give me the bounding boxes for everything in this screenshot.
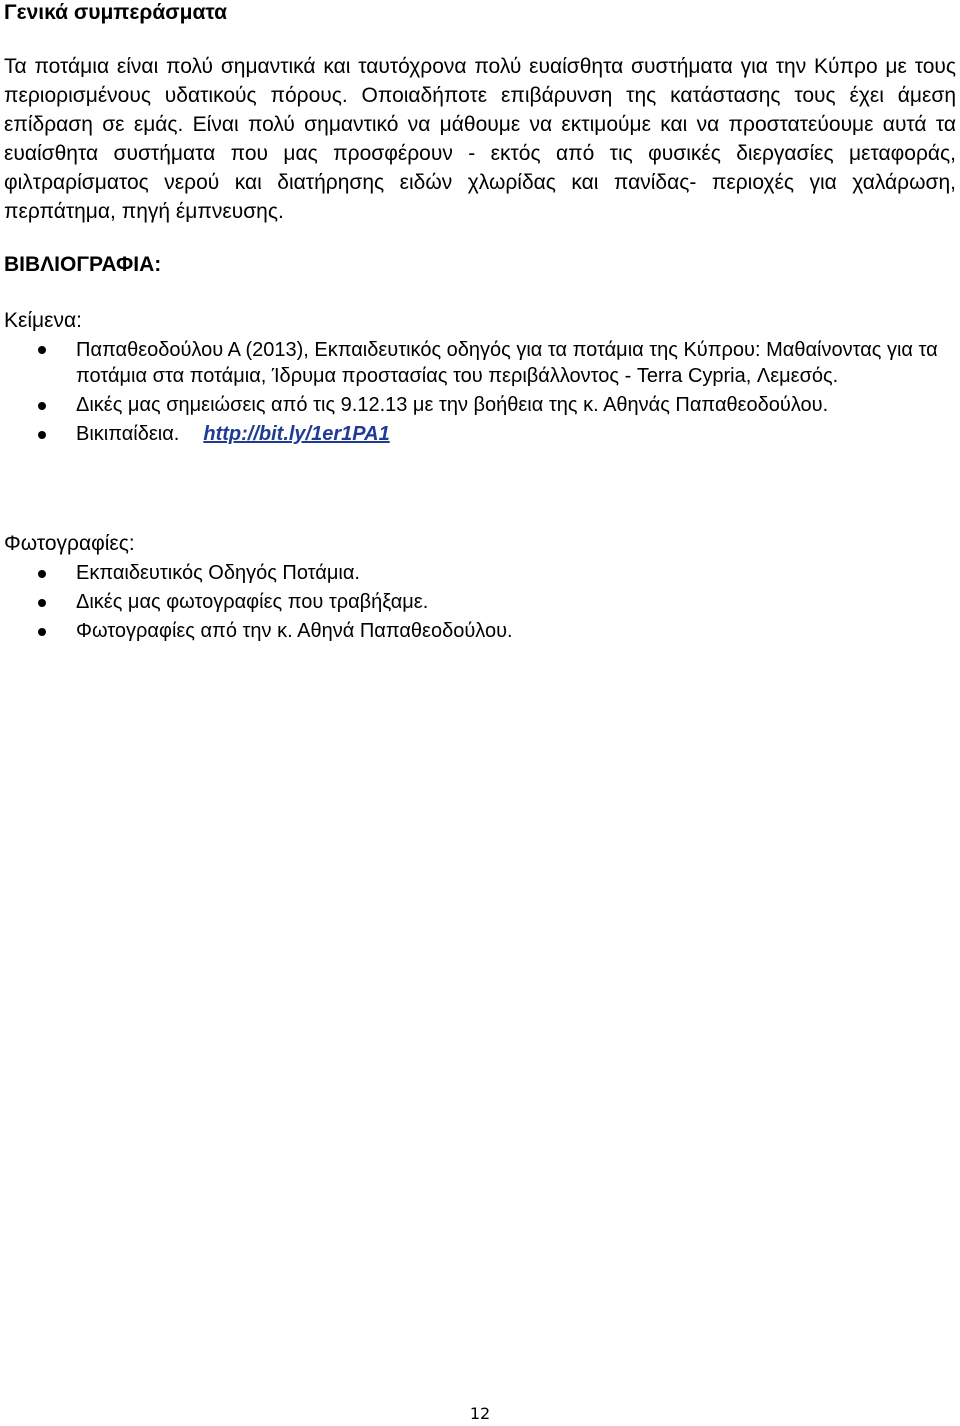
- photo-credit-text: Δικές μας φωτογραφίες που τραβήξαμε.: [76, 591, 429, 613]
- bibliography-heading: ΒΙΒΛΙΟΓΡΑΦΙΑ:: [4, 253, 162, 276]
- reference-link[interactable]: http://bit.ly/1er1PA1: [203, 423, 390, 445]
- page-number: 12: [469, 1404, 491, 1423]
- bullet-icon: [38, 570, 46, 578]
- list-item: [0, 391, 940, 420]
- photo-credit-text: Φωτογραφίες από την κ. Αθηνά Παπαθεοδούλου.: [76, 620, 513, 642]
- section-heading: Γενικά συμπεράσματα: [4, 1, 228, 24]
- list-item: [0, 337, 940, 389]
- list-item: [0, 588, 940, 617]
- list-item: [0, 420, 940, 449]
- bullet-icon: [38, 599, 46, 607]
- photos-list: [0, 559, 940, 646]
- bullet-icon: [38, 402, 46, 410]
- texts-label: Κείμενα:: [4, 309, 82, 332]
- photo-credit-text: Εκπαιδευτικός Οδηγός Ποτάμια.: [76, 562, 360, 584]
- reference-text: Παπαθεοδούλου Α (2013), Εκπαιδευτικός οδηγός για τα ποτάμια της Κύπρου: Μαθαίνοντας για τα ποτάμια στα ποτάμια, Ίδρυμα προστασίας του περιβάλλοντος - Terra Cypria, Λεμεσός.: [76, 339, 938, 387]
- bullet-icon: [38, 628, 46, 636]
- texts-list: [0, 337, 940, 449]
- photos-label: Φωτογραφίες:: [4, 532, 135, 555]
- bullet-icon: [38, 431, 46, 439]
- conclusion-paragraph: Τα ποτάμια είναι πολύ σημαντικά και ταυτόχρονα πολύ ευαίσθητα συστήματα για την Κύπρο με τους περιορισμένους υδατικούς πόρους. Οποιαδήποτε επιβάρυνση της κατάστασης τους έχει άμεση επίδραση σε εμάς. Είναι πολύ σημαντικό να μάθουμε να εκτιμούμε και να προστατεύουμε αυτά τα ευαίσθητα συστήματα που μας προσφέρουν - εκτός από τις φυσικές διεργασίες μεταφοράς, φιλτραρίσματος νερού και διατήρησης ειδών χλωρίδας και πανίδας- περιοχές για χαλάρωση, περπάτημα, πηγή έμπνευσης.: [4, 55, 956, 223]
- bullet-icon: [38, 346, 46, 354]
- reference-text: Δικές μας σημειώσεις από τις 9.12.13 με την βοήθεια της κ. Αθηνάς Παπαθεοδούλου.: [76, 394, 829, 416]
- list-item: [0, 617, 940, 646]
- reference-text: Βικιπαίδεια.: [76, 423, 180, 445]
- list-item: [0, 559, 940, 588]
